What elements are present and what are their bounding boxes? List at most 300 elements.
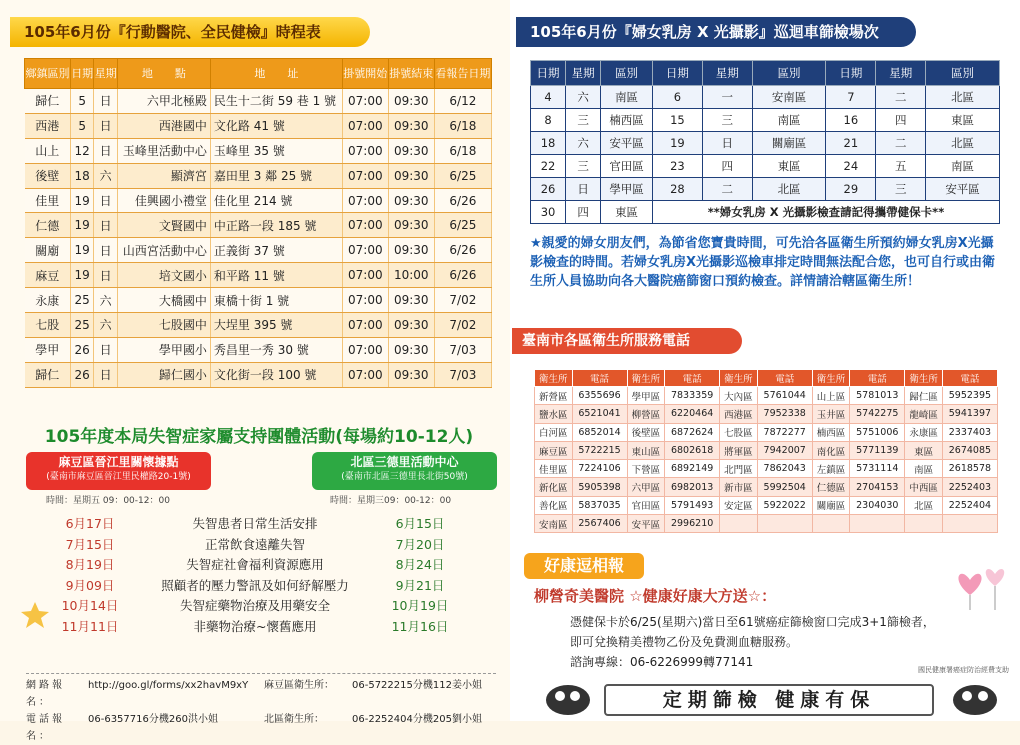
phones-cell: 安平區 — [627, 515, 665, 533]
schedule-cell: 19 — [70, 263, 93, 288]
phones-cell: 6355696 — [572, 387, 627, 405]
schedule-cell: 中正路一段 185 號 — [210, 213, 342, 238]
table-row — [535, 515, 998, 533]
phones-header: 電話 — [757, 370, 812, 387]
table-row — [531, 132, 1000, 155]
dementia-row — [30, 595, 490, 616]
phones-cell — [757, 515, 812, 533]
dementia-cell: 正常飲食遠離失智 — [204, 536, 305, 552]
schedule-cell: 7/02 — [434, 288, 491, 313]
location-north-time: 時間：星期三09：00-12：00 — [330, 496, 452, 506]
mascot-right-icon — [945, 678, 1005, 718]
phones-header: 衛生所 — [535, 370, 573, 387]
schedule-cell: 日 — [94, 263, 117, 288]
dementia-cell: 失智症社會福利資源應用 — [186, 557, 324, 573]
mammography-cell: 16 — [826, 109, 876, 132]
phones-cell: 左鎮區 — [812, 460, 850, 478]
schedule-cell: 07:00 — [342, 362, 388, 387]
phones-cell: 北門區 — [720, 460, 758, 478]
schedule-cell: 6/25 — [434, 213, 491, 238]
schedule-cell: 正義街 37 號 — [210, 238, 342, 263]
table-row — [531, 178, 1000, 201]
schedule-cell: 09:30 — [388, 238, 434, 263]
mammography-cell: 28 — [653, 178, 703, 201]
mammography-cell: 26 — [531, 178, 566, 201]
phones-cell: 龍崎區 — [905, 405, 943, 423]
mammography-cell: 東區 — [926, 109, 1000, 132]
mammography-header: 區別 — [926, 61, 1000, 86]
phones-cell: 東區 — [905, 441, 943, 459]
table-row — [25, 313, 492, 338]
phones-header: 電話 — [850, 370, 905, 387]
mammography-reminder: **婦女乳房 X 光攝影檢查請記得攜帶健保卡** — [653, 201, 1000, 224]
hospital-heading: 柳營奇美醫院 ☆健康好康大方送☆： — [534, 587, 777, 605]
mammography-note: ★親愛的婦女朋友們，為節省您寶貴時間，可先洽各區衛生所預約婦女乳房X光攝影檢查的時間。若婦女乳房X光攝影巡檢車排定時間無法配合您，也可自行或由衛生所人員協助向各大醫院癌篩窗口預約檢查。詳情請洽轄區衛生所！ — [530, 236, 996, 289]
mammography-cell: 21 — [826, 132, 876, 155]
mammography-cell: 關廟區 — [752, 132, 826, 155]
schedule-header: 星期 — [94, 59, 117, 89]
phones-cell: 北區 — [905, 496, 943, 514]
phones-cell: 6521041 — [572, 405, 627, 423]
phones-cell: 中西區 — [905, 478, 943, 496]
schedule-cell: 5 — [70, 89, 93, 114]
phones-cell: 永康區 — [905, 423, 943, 441]
schedule-cell: 六 — [94, 313, 117, 338]
schedule-cell: 6/18 — [434, 113, 491, 138]
schedule-cell: 6/12 — [434, 89, 491, 114]
location-madou: 麻豆區晉江里關懷據點 (臺南市麻豆區晉江里民權路20-1號) — [26, 452, 211, 490]
mammography-header: 日期 — [653, 61, 703, 86]
phones-cell: 西港區 — [720, 405, 758, 423]
schedule-cell: 歸仁 — [25, 362, 71, 387]
phones-cell: 5922022 — [757, 496, 812, 514]
schedule-cell: 西港 — [25, 113, 71, 138]
schedule-cell: 07:00 — [342, 238, 388, 263]
schedule-cell: 七股國中 — [117, 313, 210, 338]
phones-cell: 6852014 — [572, 423, 627, 441]
schedule-cell: 7/02 — [434, 313, 491, 338]
phones-cell — [942, 515, 997, 533]
phones-cell: 鹽水區 — [535, 405, 573, 423]
dementia-schedule — [30, 513, 490, 636]
table-row — [535, 460, 998, 478]
mascot-icon — [540, 678, 596, 718]
dementia-cell: 11月11日 — [61, 618, 119, 634]
schedule-cell: 07:00 — [342, 163, 388, 188]
mammography-header: 星期 — [702, 61, 752, 86]
mammography-cell: 三 — [566, 155, 601, 178]
schedule-cell: 26 — [70, 362, 93, 387]
phones-cell: 6982013 — [665, 478, 720, 496]
mammography-cell: 六 — [566, 132, 601, 155]
schedule-cell: 嘉田里 3 鄰 25 號 — [210, 163, 342, 188]
mammography-cell: 7 — [826, 86, 876, 109]
mammography-cell: 南區 — [601, 86, 653, 109]
table-row — [25, 337, 492, 362]
phones-cell: 6872624 — [665, 423, 720, 441]
table-row — [25, 213, 492, 238]
schedule-cell: 玉峰里 35 號 — [210, 138, 342, 163]
mammography-cell: 北區 — [926, 86, 1000, 109]
phones-cell: 5781013 — [850, 387, 905, 405]
schedule-cell: 07:00 — [342, 89, 388, 114]
phones-cell: 安定區 — [720, 496, 758, 514]
phones-cell: 7952338 — [757, 405, 812, 423]
mammography-cell: 安南區 — [752, 86, 826, 109]
table-row — [25, 89, 492, 114]
mammography-cell: 一 — [702, 86, 752, 109]
mammography-cell: 六 — [566, 86, 601, 109]
mammography-cell: 四 — [566, 201, 601, 224]
phones-cell — [850, 515, 905, 533]
schedule-cell: 19 — [70, 238, 93, 263]
mammography-cell: 安平區 — [601, 132, 653, 155]
mammography-cell: 南區 — [926, 155, 1000, 178]
mammography-header: 星期 — [876, 61, 926, 86]
schedule-cell: 5 — [70, 113, 93, 138]
phones-cell: 後壁區 — [627, 423, 665, 441]
schedule-cell: 麻豆 — [25, 263, 71, 288]
schedule-cell: 佳化里 214 號 — [210, 188, 342, 213]
schedule-cell: 09:30 — [388, 313, 434, 338]
phones-title: 臺南市各區衛生所服務電話 — [512, 328, 742, 354]
dementia-cell: 照顧者的壓力警訊及如何紓解壓力 — [161, 577, 349, 593]
schedule-cell: 日 — [94, 238, 117, 263]
phones-cell: 5905398 — [572, 478, 627, 496]
contact-info: 網路報名： http://goo.gl/forms/xx2havM9xY 麻豆區衛生所： 06-5722215分機112姜小姐 電話報名： 06-6357716分機260洪小姐 北區衛生所： 06-2252404分機205劉小姐 — [26, 673, 496, 713]
schedule-cell: 培文國小 — [117, 263, 210, 288]
phones-cell — [720, 515, 758, 533]
schedule-cell: 09:30 — [388, 188, 434, 213]
mammography-cell: 三 — [876, 178, 926, 201]
table-row — [25, 138, 492, 163]
mammography-cell: 五 — [876, 155, 926, 178]
phones-cell: 2252403 — [942, 478, 997, 496]
slogan: 定期篩檢 健康有保 — [604, 684, 934, 716]
mammography-header: 區別 — [601, 61, 653, 86]
mammography-cell: 東區 — [601, 201, 653, 224]
phones-cell: 將軍區 — [720, 441, 758, 459]
schedule-cell: 07:00 — [342, 188, 388, 213]
phones-cell: 新市區 — [720, 478, 758, 496]
mammography-cell: 楠西區 — [601, 109, 653, 132]
phones-cell: 2704153 — [850, 478, 905, 496]
mammography-cell: 24 — [826, 155, 876, 178]
schedule-cell: 東橋十街 1 號 — [210, 288, 342, 313]
mammography-cell: 30 — [531, 201, 566, 224]
table-row — [535, 405, 998, 423]
schedule-table — [24, 58, 492, 388]
schedule-header: 看報告日期 — [434, 59, 491, 89]
phones-cell: 東山區 — [627, 441, 665, 459]
schedule-cell: 09:30 — [388, 362, 434, 387]
schedule-cell: 12 — [70, 138, 93, 163]
phones-cell: 下營區 — [627, 460, 665, 478]
table-row — [531, 201, 1000, 224]
schedule-header: 掛號開始 — [342, 59, 388, 89]
schedule-header: 地 點 — [117, 59, 210, 89]
phones-header: 衛生所 — [905, 370, 943, 387]
schedule-cell: 西港國中 — [117, 113, 210, 138]
phones-header: 電話 — [572, 370, 627, 387]
schedule-cell: 6/26 — [434, 263, 491, 288]
phones-cell: 歸仁區 — [905, 387, 943, 405]
table-row — [25, 113, 492, 138]
mammography-cell: 安平區 — [926, 178, 1000, 201]
mammography-cell: 三 — [702, 109, 752, 132]
phones-cell: 5751006 — [850, 423, 905, 441]
mammography-cell: 日 — [702, 132, 752, 155]
schedule-cell: 日 — [94, 113, 117, 138]
phones-header: 衛生所 — [812, 370, 850, 387]
phones-cell: 關廟區 — [812, 496, 850, 514]
dementia-row — [30, 534, 490, 555]
schedule-cell: 日 — [94, 362, 117, 387]
mammography-cell: 22 — [531, 155, 566, 178]
schedule-cell: 6/26 — [434, 238, 491, 263]
phones-cell: 山上區 — [812, 387, 850, 405]
mammography-header: 區別 — [752, 61, 826, 86]
phones-cell: 7942007 — [757, 441, 812, 459]
schedule-header: 地 址 — [210, 59, 342, 89]
mammography-cell: 二 — [702, 178, 752, 201]
schedule-cell: 6/18 — [434, 138, 491, 163]
signup-link[interactable]: http://goo.gl/forms/xx2havM9xY — [88, 680, 249, 691]
schedule-cell: 07:00 — [342, 337, 388, 362]
schedule-cell: 大埕里 395 號 — [210, 313, 342, 338]
schedule-cell: 07:00 — [342, 213, 388, 238]
schedule-cell: 日 — [94, 213, 117, 238]
schedule-cell: 日 — [94, 337, 117, 362]
phones-cell: 柳營區 — [627, 405, 665, 423]
schedule-cell: 六 — [94, 288, 117, 313]
mammography-cell: 東區 — [752, 155, 826, 178]
table-row — [531, 155, 1000, 178]
schedule-cell: 09:30 — [388, 89, 434, 114]
phones-cell: 佳里區 — [535, 460, 573, 478]
schedule-cell: 學甲 — [25, 337, 71, 362]
phones-cell: 麻豆區 — [535, 441, 573, 459]
schedule-cell: 09:30 — [388, 113, 434, 138]
schedule-cell: 07:00 — [342, 288, 388, 313]
schedule-cell: 學甲國小 — [117, 337, 210, 362]
schedule-cell: 7/03 — [434, 362, 491, 387]
phones-cell: 5731114 — [850, 460, 905, 478]
schedule-cell: 6/26 — [434, 188, 491, 213]
table-row — [25, 163, 492, 188]
phones-cell: 善化區 — [535, 496, 573, 514]
table-row — [535, 478, 998, 496]
dementia-cell: 失智症藥物治療及用藥安全 — [179, 598, 330, 614]
phones-cell: 5791493 — [665, 496, 720, 514]
schedule-cell: 和平路 11 號 — [210, 263, 342, 288]
schedule-title: 105年6月份『行動醫院、全民健檢』時程表 — [10, 17, 370, 47]
mammography-cell: 北區 — [752, 178, 826, 201]
phones-cell — [905, 515, 943, 533]
phones-cell: 5952395 — [942, 387, 997, 405]
schedule-cell: 10:00 — [388, 263, 434, 288]
mammography-header: 日期 — [826, 61, 876, 86]
mammography-cell: 二 — [876, 132, 926, 155]
phones-cell: 6802618 — [665, 441, 720, 459]
phones-header: 衛生所 — [627, 370, 665, 387]
schedule-cell: 顯濟宮 — [117, 163, 210, 188]
mammography-cell: 8 — [531, 109, 566, 132]
schedule-cell: 18 — [70, 163, 93, 188]
good-news-badge: 好康逗相報 — [524, 553, 644, 579]
phones-cell: 7872277 — [757, 423, 812, 441]
dementia-row — [30, 513, 490, 534]
phones-cell: 2674085 — [942, 441, 997, 459]
mammography-header: 日期 — [531, 61, 566, 86]
phones-cell: 楠西區 — [812, 423, 850, 441]
schedule-cell: 後壁 — [25, 163, 71, 188]
mammography-cell: 南區 — [752, 109, 826, 132]
schedule-cell: 關廟 — [25, 238, 71, 263]
schedule-cell: 26 — [70, 337, 93, 362]
phones-header: 衛生所 — [720, 370, 758, 387]
schedule-cell: 山上 — [25, 138, 71, 163]
table-row — [25, 188, 492, 213]
phones-table — [534, 369, 998, 533]
phones-cell: 六甲區 — [627, 478, 665, 496]
mammography-cell: 4 — [531, 86, 566, 109]
promo-text: 憑健保卡於6/25(星期六)當日至61號癌症篩檢窗口完成3+1篩檢者， 即可兌換精美禮物乙份及免費測血糖服務。 諮詢專線：06-6226999轉77141 — [570, 615, 935, 669]
mammography-title: 105年6月份『婦女乳房 X 光攝影』巡迴車篩檢場次 — [516, 17, 916, 47]
schedule-header: 鄉鎮區別 — [25, 59, 71, 89]
mammography-cell: 23 — [653, 155, 703, 178]
schedule-cell: 永康 — [25, 288, 71, 313]
schedule-cell: 25 — [70, 288, 93, 313]
mammography-cell: 官田區 — [601, 155, 653, 178]
phones-cell: 官田區 — [627, 496, 665, 514]
schedule-cell: 6/25 — [434, 163, 491, 188]
phones-cell: 5941397 — [942, 405, 997, 423]
phones-cell: 安南區 — [535, 515, 573, 533]
table-row — [535, 441, 998, 459]
schedule-cell: 07:00 — [342, 138, 388, 163]
schedule-cell: 19 — [70, 188, 93, 213]
dementia-cell: 7月15日 — [65, 536, 115, 552]
dementia-cell: 7月20日 — [395, 536, 445, 552]
dementia-cell: 8月24日 — [395, 557, 445, 573]
phones-header: 電話 — [942, 370, 997, 387]
phones-cell: 2618578 — [942, 460, 997, 478]
phones-cell: 5837035 — [572, 496, 627, 514]
schedule-cell: 七股 — [25, 313, 71, 338]
mammography-cell: 四 — [876, 109, 926, 132]
schedule-cell: 09:30 — [388, 163, 434, 188]
dementia-cell: 6月15日 — [395, 516, 445, 532]
phones-cell: 5771139 — [850, 441, 905, 459]
phones-cell: 7862043 — [757, 460, 812, 478]
schedule-cell: 佳里 — [25, 188, 71, 213]
phones-cell: 2996210 — [665, 515, 720, 533]
table-row — [25, 362, 492, 387]
table-row — [531, 86, 1000, 109]
schedule-cell: 日 — [94, 188, 117, 213]
schedule-cell: 07:00 — [342, 313, 388, 338]
phones-header: 電話 — [665, 370, 720, 387]
phones-cell: 玉井區 — [812, 405, 850, 423]
schedule-cell: 山西宮活動中心 — [117, 238, 210, 263]
phones-cell: 7224106 — [572, 460, 627, 478]
phones-cell: 新化區 — [535, 478, 573, 496]
schedule-cell: 秀昌里一秀 30 號 — [210, 337, 342, 362]
phones-cell — [812, 515, 850, 533]
schedule-cell: 文化路 41 號 — [210, 113, 342, 138]
dementia-row — [30, 616, 490, 637]
dementia-cell: 9月21日 — [395, 577, 445, 593]
dementia-row — [30, 575, 490, 596]
dementia-cell: 失智患者日常生活安排 — [192, 516, 318, 532]
schedule-cell: 19 — [70, 213, 93, 238]
phones-cell: 大內區 — [720, 387, 758, 405]
mammography-cell: 二 — [876, 86, 926, 109]
footnote: 國民健康署癌症防治經費支助 — [918, 666, 1009, 674]
schedule-cell: 大橋國中 — [117, 288, 210, 313]
mammography-cell: 三 — [566, 109, 601, 132]
phones-cell: 6892149 — [665, 460, 720, 478]
table-row — [535, 387, 998, 405]
balloon-hearts-icon — [955, 560, 1015, 610]
schedule-cell: 7/03 — [434, 337, 491, 362]
schedule-cell: 歸仁國小 — [117, 362, 210, 387]
phones-cell: 白河區 — [535, 423, 573, 441]
table-row — [531, 109, 1000, 132]
phones-cell: 5992504 — [757, 478, 812, 496]
schedule-cell: 佳興國小禮堂 — [117, 188, 210, 213]
schedule-cell: 09:30 — [388, 213, 434, 238]
schedule-cell: 文賢國中 — [117, 213, 210, 238]
schedule-cell: 六 — [94, 163, 117, 188]
mammography-table — [530, 60, 1000, 224]
schedule-cell: 六甲北極殿 — [117, 89, 210, 114]
phones-cell: 新營區 — [535, 387, 573, 405]
phones-cell: 南化區 — [812, 441, 850, 459]
schedule-cell: 民生十二街 59 巷 1 號 — [210, 89, 342, 114]
schedule-cell: 玉峰里活動中心 — [117, 138, 210, 163]
schedule-cell: 日 — [94, 138, 117, 163]
phones-cell: 5722215 — [572, 441, 627, 459]
schedule-header: 日期 — [70, 59, 93, 89]
phones-cell: 7833359 — [665, 387, 720, 405]
schedule-cell: 09:30 — [388, 288, 434, 313]
mammography-cell: 四 — [702, 155, 752, 178]
phones-cell: 七股區 — [720, 423, 758, 441]
phones-cell: 仁德區 — [812, 478, 850, 496]
phones-cell: 學甲區 — [627, 387, 665, 405]
location-madou-time: 時間：星期五 09：00-12：00 — [46, 496, 170, 506]
dementia-title: 105年度本局失智症家屬支持團體活動(每場約10-12人) — [44, 427, 474, 447]
dementia-cell: 10月14日 — [61, 598, 119, 614]
mammography-cell: 日 — [566, 178, 601, 201]
schedule-cell: 文化街一段 100 號 — [210, 362, 342, 387]
mammography-cell: 15 — [653, 109, 703, 132]
dementia-cell: 11月16日 — [391, 618, 449, 634]
table-row — [535, 496, 998, 514]
phones-cell: 6220464 — [665, 405, 720, 423]
table-row — [535, 423, 998, 441]
phones-cell: 南區 — [905, 460, 943, 478]
mammography-cell: 19 — [653, 132, 703, 155]
mammography-cell: 6 — [653, 86, 703, 109]
phones-cell: 5742275 — [850, 405, 905, 423]
mammography-header: 星期 — [566, 61, 601, 86]
dementia-cell: 6月17日 — [65, 516, 115, 532]
schedule-cell: 09:30 — [388, 138, 434, 163]
phones-cell: 2337403 — [942, 423, 997, 441]
